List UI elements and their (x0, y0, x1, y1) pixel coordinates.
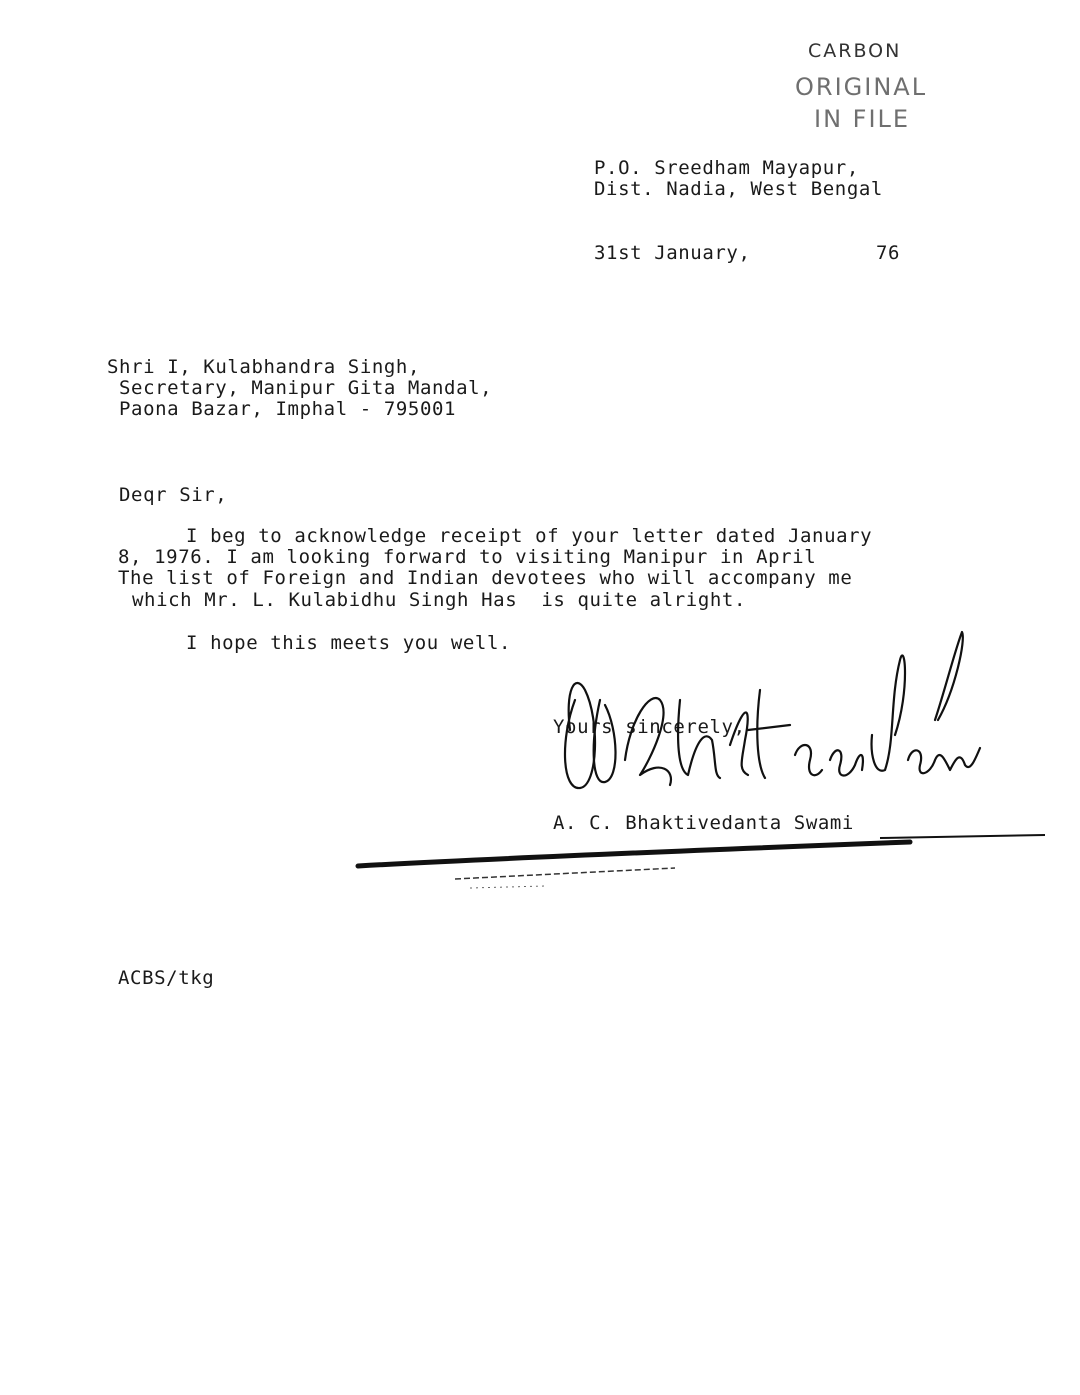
typed-signature-name: A. C. Bhaktivedanta Swami (553, 812, 854, 834)
letter-date-year: 76 (876, 242, 901, 264)
signature-underline-thick (358, 842, 910, 866)
recipient-line-1: Shri I, Kulabhandra Singh, (107, 356, 421, 378)
recipient-line-2: Secretary, Manipur Gita Mandal, (119, 377, 493, 399)
signature-dashed-line (455, 868, 675, 879)
letter-date: 31st January, (594, 242, 751, 264)
body-line-2: 8, 1976. I am looking forward to visiting Manipur in April (118, 546, 817, 568)
reference-initials: ACBS/tkg (118, 967, 215, 989)
body-line-1: I beg to acknowledge receipt of your letter dated January (186, 525, 873, 547)
sender-address-line-2: Dist. Nadia, West Bengal (594, 178, 883, 200)
body-line-4: which Mr. L. Kulabidhu Singh Has is quite alright. (132, 589, 746, 611)
handwritten-signature (565, 632, 980, 788)
stamp-original: ORIGINAL (795, 73, 928, 101)
sender-address-line-1: P.O. Sreedham Mayapur, (594, 157, 859, 179)
signature-dotted-line (470, 886, 545, 888)
salutation: Deqr Sir, (119, 484, 228, 506)
body-line-3: The list of Foreign and Indian devotees who will accompany me (118, 567, 853, 589)
stamp-carbon: CARBON (808, 40, 902, 62)
closing: Yours sincerely, (553, 716, 746, 738)
signature-underline-thin (880, 835, 1045, 838)
stamp-in-file: IN FILE (814, 105, 911, 133)
recipient-line-3: Paona Bazar, Imphal - 795001 (119, 398, 457, 420)
body-line-5: I hope this meets you well. (186, 632, 512, 654)
